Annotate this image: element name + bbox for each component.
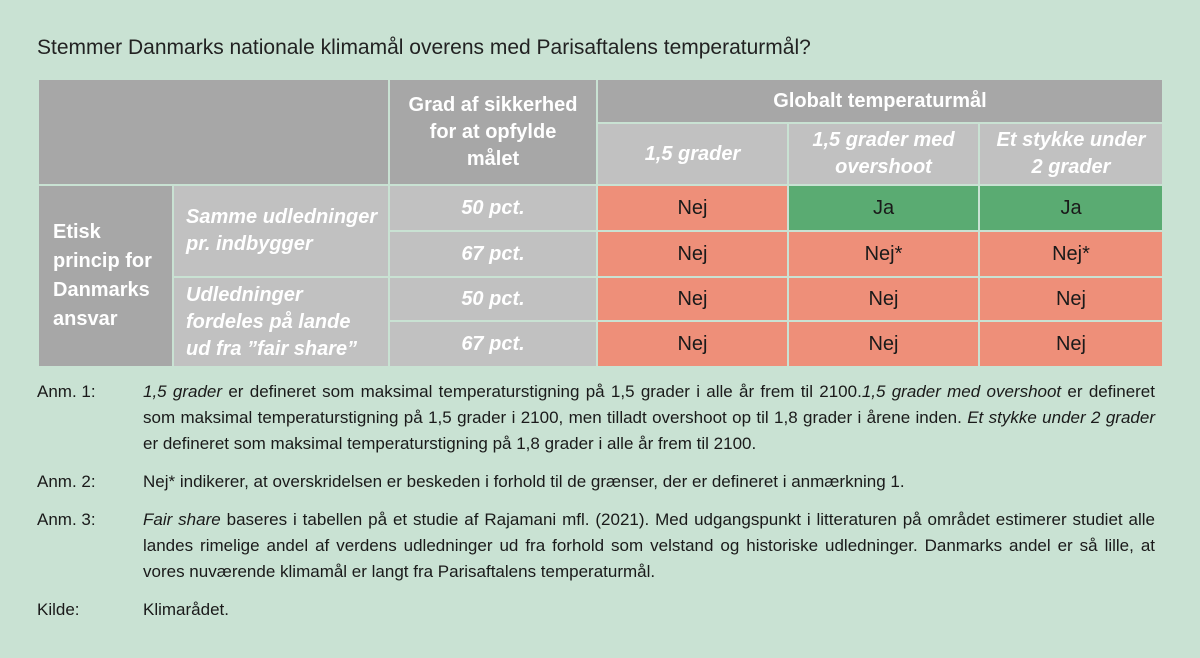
source-label: Kilde: (37, 600, 80, 619)
note-label: Anm. 2: (37, 472, 96, 491)
header-global-target: Globalt temperaturmål (597, 79, 1163, 123)
note-2 (37, 469, 1155, 495)
note-term: 1,5 grader (143, 382, 223, 401)
certainty-value: 67 pct. (389, 231, 597, 277)
note-body: baseres i tabellen på et studie af Rajamani mfl. (2021). Med udgangspunkt i litteraturen på området estimerer studiet alle landes rimelige andel af verdens udledninger ud fra forhold som velstand og historiske udledninger. Danmarks andel er så lille, at vores nuværende klimamål er langt fra Parisaftalens temperaturmål. (143, 510, 1156, 581)
result-cell: Nej (979, 321, 1163, 367)
column-header-1-5: 1,5 grader (597, 123, 788, 185)
note-text: Nej* indikerer, at overskridelsen er beskeden i forhold til de grænser, der er defineret i anmærkning 1. (143, 472, 905, 491)
column-header-1-5-overshoot: 1,5 grader med overshoot (788, 123, 979, 185)
climate-goals-table (37, 78, 1164, 368)
result-cell: Nej (597, 185, 788, 231)
note-text (143, 507, 1155, 585)
note-term: 1,5 grader med overshoot (861, 382, 1062, 401)
source-text: Klimarådet. (143, 600, 229, 619)
source-note (37, 597, 1155, 623)
page-title: Stemmer Danmarks nationale klimamål overens med Parisaftalens temperaturmål? (37, 36, 811, 59)
result-cell: Nej (788, 277, 979, 321)
certainty-value: 67 pct. (389, 321, 597, 367)
note-term: Et stykke under 2 grader (967, 408, 1155, 427)
header-empty-corner (38, 79, 389, 185)
note-1 (37, 379, 1155, 457)
result-cell: Nej (979, 277, 1163, 321)
note-text (143, 379, 1155, 457)
note-term: Fair share (143, 510, 221, 529)
result-cell: Nej* (788, 231, 979, 277)
column-header-under-2: Et stykke under 2 grader (979, 123, 1163, 185)
result-cell: Nej (597, 277, 788, 321)
certainty-value: 50 pct. (389, 277, 597, 321)
result-cell: Ja (788, 185, 979, 231)
note-label: Anm. 3: (37, 510, 96, 529)
header-certainty: Grad af sikkerhed for at opfylde målet (389, 79, 597, 185)
principle-fair-share: Udledninger fordeles på lande ud fra ”fair share” (173, 277, 389, 367)
result-cell: Nej* (979, 231, 1163, 277)
result-cell: Ja (979, 185, 1163, 231)
certainty-value: 50 pct. (389, 185, 597, 231)
result-cell: Nej (788, 321, 979, 367)
note-body: er defineret som maksimal temperaturstigning på 1,5 grader i alle år frem til 2100. (222, 382, 862, 401)
note-body: er defineret som maksimal temperaturstigning på 1,8 grader i alle år frem til 2100. (143, 434, 757, 453)
note-body: er defineret som maksimal temperaturstigning på 1,5 grader i 2100, men tilladt overshoot op til 1,8 grader i årene inden. (143, 382, 1155, 427)
note-label: Anm. 1: (37, 382, 96, 401)
note-3 (37, 507, 1155, 585)
result-cell: Nej (597, 231, 788, 277)
ethic-principle-label: Etisk princip for Danmarks ansvar (38, 185, 173, 367)
principle-equal-per-capita: Samme udledninger pr. indbygger (173, 185, 389, 277)
result-cell: Nej (597, 321, 788, 367)
notes-section (37, 379, 1155, 635)
